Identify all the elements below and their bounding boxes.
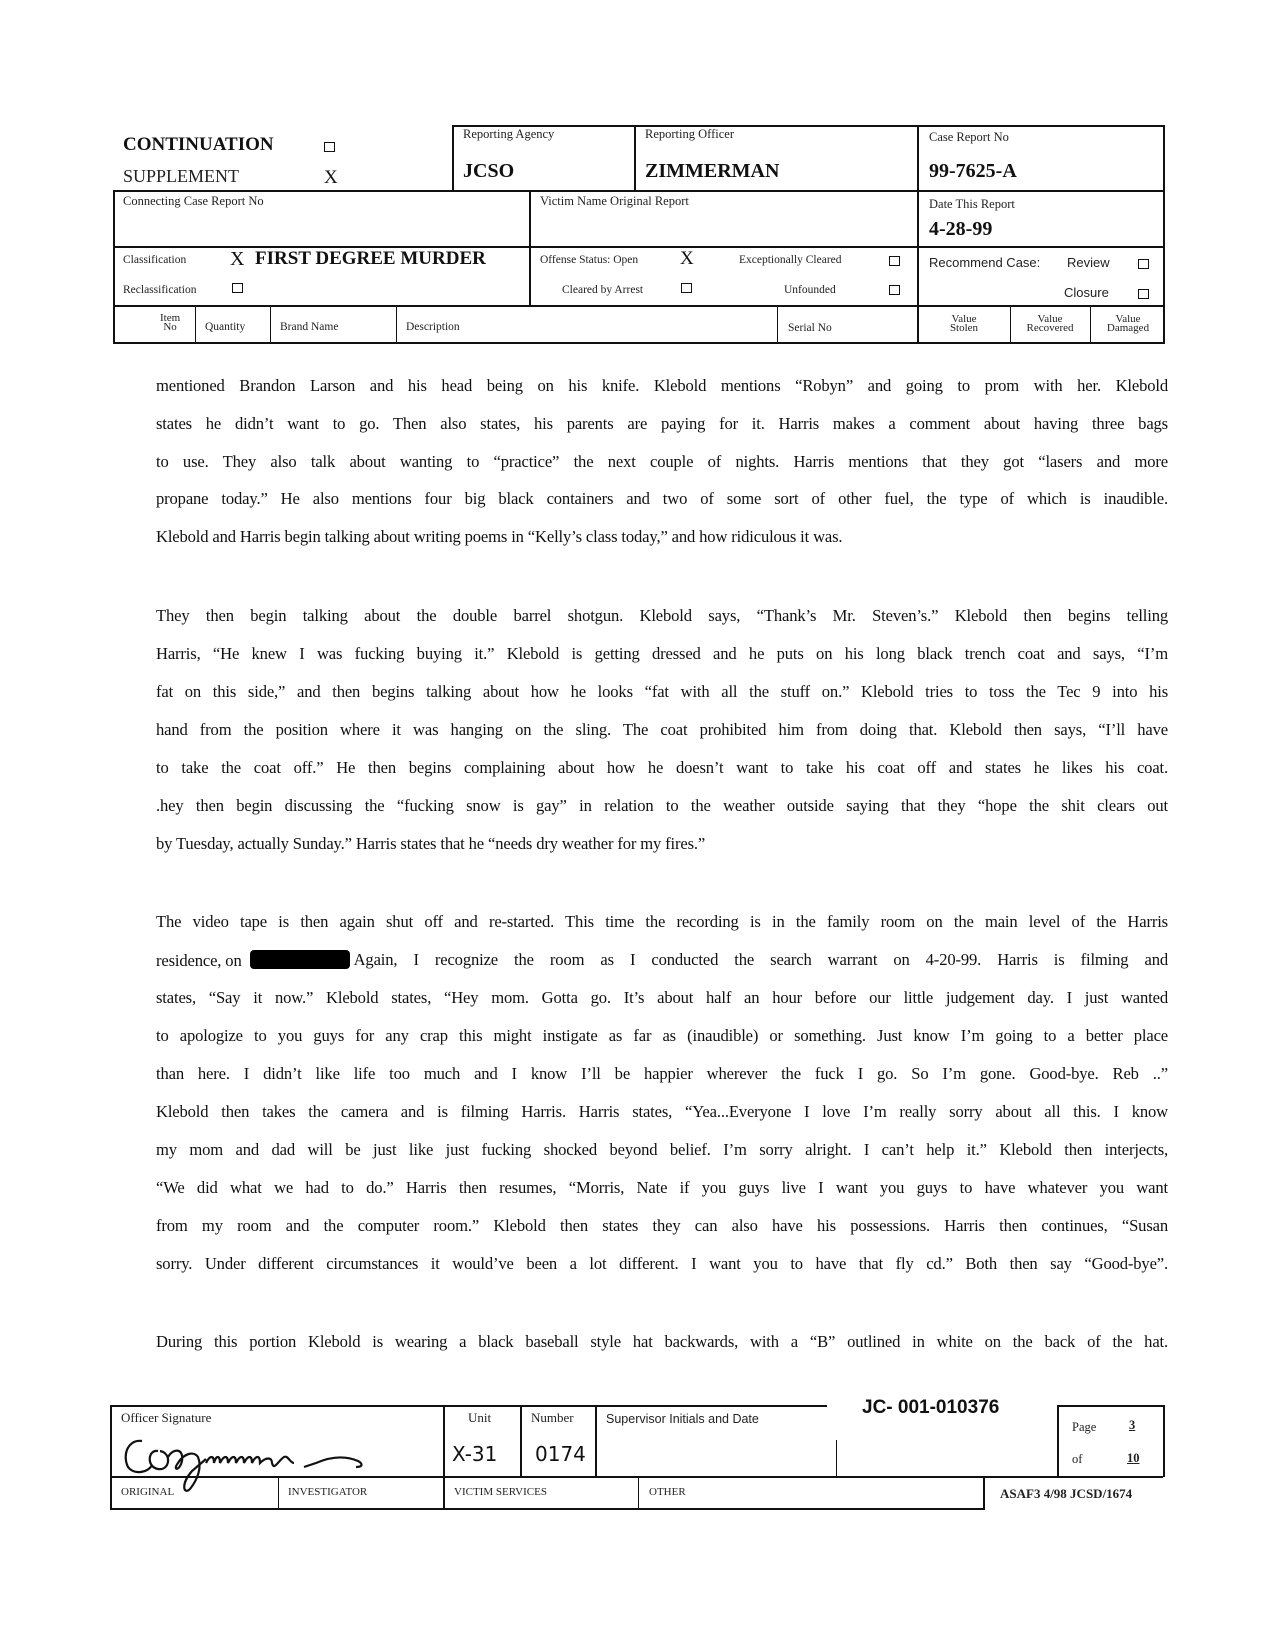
unfounded-checkbox[interactable]: [889, 285, 900, 295]
closure-label: Closure: [1064, 285, 1109, 300]
narrative-line: They then begin talking about the double barrel shotgun. Klebold says, “Thank’s Mr. Steven’s.” Klebold then begins telling: [156, 606, 1168, 625]
narrative-text: residence, on: [156, 951, 242, 970]
reclassification-label: Reclassification: [123, 284, 197, 296]
column-description: Description: [406, 321, 460, 333]
form-code: ASAF3 4/98 JCSD/1674: [1000, 1486, 1133, 1501]
narrative-text: Again, I recognize the room as I conducted the search warrant on 4-20-99. Harris is filming and: [353, 950, 1168, 969]
narrative-line: .hey then begin discussing the “fucking snow is gay” in relation to the weather outside saying that they “hope the shit clears out: [156, 796, 1168, 815]
column-value-stolen: [944, 315, 984, 333]
offense-status-open-checkmark[interactable]: X: [680, 248, 694, 269]
narrative-line: by Tuesday, actually Sunday.” Harris states that he “needs dry weather for my fires.”: [156, 834, 706, 853]
cleared-by-arrest-label: Cleared by Arrest: [562, 284, 644, 296]
classification-checkmark: X: [230, 248, 245, 270]
value-stolen-line1: Value: [951, 313, 977, 325]
narrative-line: to apologize to you guys for any crap this might instigate as far as (inaudible) or something. Just know I’m going to a better place: [156, 1026, 1168, 1045]
narrative-line: mentioned Brandon Larson and his head being on his knife. Klebold mentions “Robyn” and going to prom with her. Klebold: [156, 376, 1168, 395]
narrative-line: from my room and the computer room.” Klebold then states they can also have his possessions. Harris then continues, “Susan: [156, 1216, 1168, 1235]
narrative-line: The video tape is then again shut off and re-started. This time the recording is in the family room on the main level of the Harris: [156, 912, 1168, 931]
total-pages: 10: [1127, 1451, 1140, 1465]
number-value: 0174: [535, 1442, 586, 1466]
narrative-line: propane today.” He also mentions four big black containers and two of some sort of other fuel, the type of which is inaudible.: [156, 489, 1168, 508]
classification-value: FIRST DEGREE MURDER: [255, 248, 486, 269]
page-label: Page: [1072, 1420, 1097, 1434]
classification-label: Classification: [123, 254, 187, 266]
narrative-line: Klebold then takes the camera and is filming Harris. Harris states, “Yea...Everyone I love I’m really sorry about all this. I know: [156, 1102, 1168, 1121]
date-this-report-value: 4-28-99: [929, 218, 993, 240]
continuation-label: CONTINUATION: [123, 134, 274, 155]
narrative-line: Klebold and Harris begin talking about writing poems in “Kelly’s class today,” and how ridiculous it was.: [156, 527, 843, 546]
unfounded-label: Unfounded: [784, 284, 836, 296]
exceptionally-cleared-checkbox[interactable]: [889, 256, 900, 266]
item-no-line2: No: [163, 321, 177, 333]
column-serial-no: Serial No: [788, 322, 832, 334]
original-label: ORIGINAL: [121, 1486, 175, 1498]
column-quantity: Quantity: [205, 321, 246, 333]
closure-checkbox[interactable]: [1138, 289, 1149, 299]
exceptionally-cleared-label: Exceptionally Cleared: [739, 254, 842, 266]
supplement-label: SUPPLEMENT: [123, 166, 240, 186]
number-label: Number: [531, 1410, 574, 1425]
review-label: Review: [1067, 255, 1110, 270]
narrative-line: During this portion Klebold is wearing a black baseball style hat backwards, with a “B” outlined in white on the back of the hat.: [156, 1332, 1168, 1351]
victim-name-label: Victim Name Original Report: [540, 194, 689, 208]
narrative-line: hand from the position where it was hanging on the sling. The coat prohibited him from doing that. Klebold then says, “I’ll have: [156, 720, 1168, 739]
reclassification-checkbox[interactable]: [232, 283, 243, 293]
column-value-recovered: [1015, 315, 1085, 333]
redaction-block: [250, 950, 350, 969]
value-damaged-line1: Value: [1115, 313, 1141, 325]
review-checkbox[interactable]: [1138, 259, 1149, 269]
value-stolen-line2: Stolen: [949, 322, 979, 334]
narrative-line: [156, 950, 1168, 971]
reporting-agency-value: JCSO: [463, 160, 515, 182]
narrative-line: sorry. Under different circumstances it would’ve been a lot different. I want you to have that fly cd.” Both then say “Good-bye”.: [156, 1254, 1168, 1273]
unit-label: Unit: [468, 1410, 492, 1425]
connecting-case-label: Connecting Case Report No: [123, 194, 264, 208]
narrative-line: Harris, “He knew I was fucking buying it.” Klebold is getting dressed and he puts on his long black trench coat and says, “I’m: [156, 644, 1168, 663]
page-number: 3: [1129, 1418, 1136, 1432]
value-recovered-line1: Value: [1037, 313, 1063, 325]
column-value-damaged: [1097, 315, 1159, 333]
supplement-checkmark[interactable]: X: [324, 167, 338, 188]
other-label: OTHER: [649, 1486, 686, 1498]
bates-number: JC- 001-010376: [862, 1397, 1000, 1418]
narrative-line: my mom and dad will be just like just fucking shocked beyond belief. I’m sorry alright. I can’t help it.” Klebold then interjects,: [156, 1140, 1168, 1159]
value-recovered-line2: Recovered: [1026, 322, 1074, 334]
officer-signature-label: Officer Signature: [121, 1410, 212, 1425]
recommend-case-label: Recommend Case:: [929, 255, 1041, 270]
of-label: of: [1072, 1452, 1083, 1466]
value-damaged-line2: Damaged: [1106, 322, 1150, 334]
narrative-fragment: [156, 950, 354, 971]
narrative-line: to use. They also talk about wanting to “practice” the next couple of nights. Harris mentions that they got “lasers and more: [156, 452, 1168, 471]
narrative-line: “We did what we had to do.” Harris then resumes, “Morris, Nate if you guys live I want you guys to have whatever you want: [156, 1178, 1168, 1197]
column-item-no: [160, 314, 180, 332]
investigator-label: INVESTIGATOR: [288, 1486, 368, 1498]
reporting-officer-label: Reporting Officer: [645, 127, 734, 141]
offense-status-label: Offense Status: Open: [540, 254, 639, 266]
narrative-line: states, “Say it now.” Klebold states, “Hey mom. Gotta go. It’s about half an hour before our little judgement day. I just wanted: [156, 988, 1168, 1007]
continuation-checkbox[interactable]: [324, 142, 335, 152]
narrative-line: to take the coat off.” He then begins complaining about how he doesn’t want to take his coat off and states he likes his coat.: [156, 758, 1168, 777]
case-report-no-label: Case Report No: [929, 130, 1009, 144]
date-this-report-label: Date This Report: [929, 197, 1015, 211]
column-brand-name: Brand Name: [280, 321, 339, 333]
narrative-line: states he didn’t want to go. Then also states, his parents are paying for it. Harris makes a comment about having three bags: [156, 414, 1168, 433]
reporting-officer-value: ZIMMERMAN: [645, 160, 780, 182]
cleared-by-arrest-checkbox[interactable]: [681, 283, 692, 293]
unit-value: X-31: [452, 1442, 498, 1466]
narrative-line: than here. I didn’t like life too much and I know I’ll be happier wherever the fuck I go. So I’m gone. Good-bye. Reb ..”: [156, 1064, 1168, 1083]
item-no-line1: Item: [160, 312, 181, 324]
supervisor-initials-label: Supervisor Initials and Date: [606, 1412, 759, 1426]
case-report-no-value: 99-7625-A: [929, 160, 1017, 182]
reporting-agency-label: Reporting Agency: [463, 127, 555, 141]
narrative-line: fat on this side,” and then begins talking about how he looks “fat with all the stuff on.” Klebold tries to toss the Tec 9 into his: [156, 682, 1168, 701]
victim-services-label: VICTIM SERVICES: [454, 1486, 547, 1498]
